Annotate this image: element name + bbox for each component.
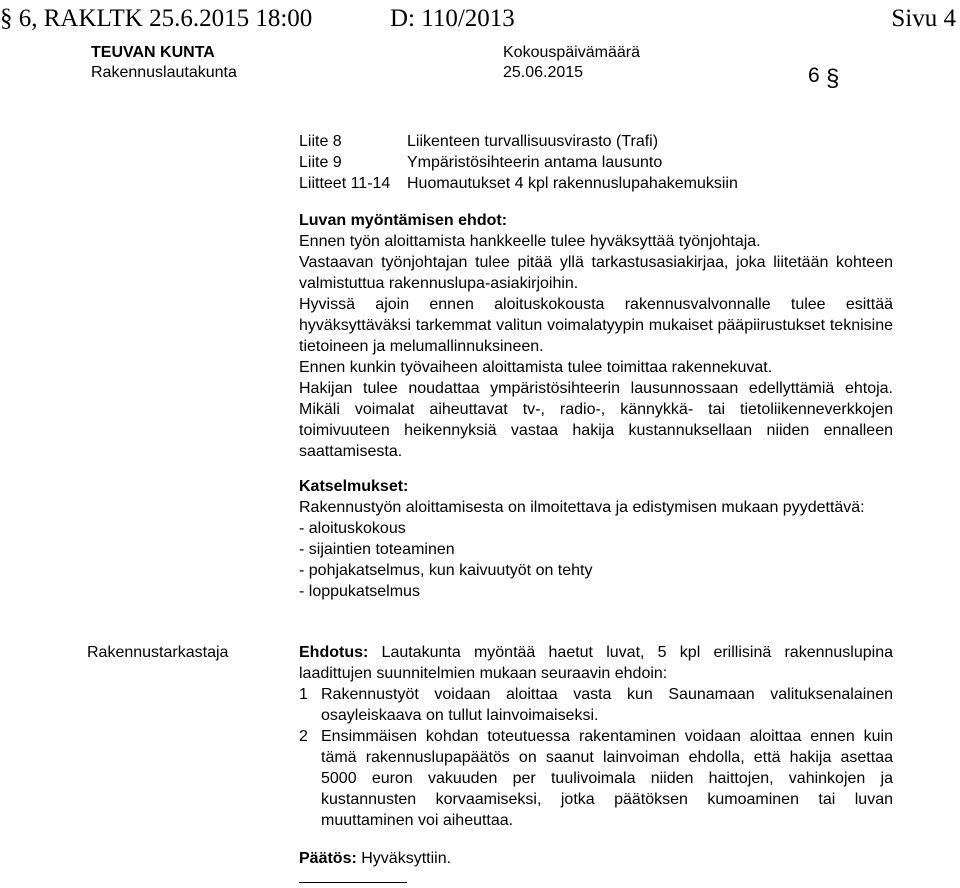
inspection-item: - aloituskokous <box>299 520 406 537</box>
proposal-item <box>299 684 893 726</box>
meeting-date-label: Kokouspäivämäärä <box>503 44 640 61</box>
decision-text: Hyväksyttiin. <box>356 850 452 867</box>
attachment-number: Liite 9 <box>299 154 342 171</box>
permit-conditions <box>299 210 893 462</box>
meeting-ref-text: 6, RAKLTK 25.6.2015 18:00 <box>18 5 313 32</box>
inspection-item: - loppukatselmus <box>299 583 420 600</box>
inspections-heading: Katselmukset: <box>299 478 409 495</box>
case-reference: D: 110/2013 <box>390 5 515 32</box>
condition-paragraph: Hakijan tulee noudattaa ympäristösihteerin lausunnossaan edellyttämiä ehtoja. Mikäli voimalat aiheuttavat tv-, radio-, kännykkä- tai tietoliikenneverkkojen toimivuuteen heikennyksiä vastaa hakija kustannuksellaan niiden ennalleen saattamisesta. <box>299 380 893 460</box>
condition-paragraph: Vastaavan työnjohtajan tulee pitää yllä tarkastusasiakirjaa, joka liitetään kohteen valmistuttua rakennuslupa-asiakirjoihin. <box>299 254 893 292</box>
signature-divider <box>299 882 407 883</box>
decision-line <box>299 848 893 869</box>
proposal-intro <box>299 642 893 684</box>
attachment-description: Ympäristösihteerin antama lausunto <box>407 154 663 171</box>
attachment-number: Liitteet 11-14 <box>299 175 391 192</box>
conditions-heading: Luvan myöntämisen ehdot: <box>299 212 508 229</box>
meeting-date: 25.06.2015 <box>503 64 584 81</box>
decision <box>299 848 893 869</box>
section-sign-icon: § <box>826 65 840 92</box>
proposal-item-text: Ensimmäisen kohdan toteutuessa rakentaminen voidaan aloittaa ennen kuin tämä rakennuslupapäätös on saanut lainvoiman ehdolla, että hakija asettaa 5000 euron vakuuden per tuulivoimala niiden haittojen, vahinkojen ja kustannusten korvaamiseksi, jotka päätöksen kumoaminen tai luvan muuttaminen voi aiheuttaa. <box>321 728 893 829</box>
page-indicator: Sivu 4 <box>891 5 956 32</box>
condition-paragraph: Hyvissä ajoin ennen aloituskokousta rakennusvalvonnalle tulee esittää hyväksyttäväksi tarkemmat valitun voimalatyypin mukaiset pääpiirustukset teknisine tietoineen ja melumallinnuksineen. <box>299 296 893 355</box>
section-sign: § <box>0 5 13 32</box>
inspection-item: - sijaintien toteaminen <box>299 541 455 558</box>
attachment-description: Liikenteen turvallisuusvirasto (Trafi) <box>407 133 659 150</box>
attachment-description: Huomautukset 4 kpl rakennuslupahakemuksiin <box>407 175 738 192</box>
board-name: Rakennuslautakunta <box>91 64 237 81</box>
proposal-item-number: 2 <box>299 728 308 745</box>
proposal <box>299 642 893 831</box>
presenter-label: Rakennustarkastaja <box>87 644 229 661</box>
section-number: 6 <box>808 64 820 87</box>
inspections <box>299 476 893 602</box>
proposal-item <box>299 726 893 831</box>
proposal-text: Lautakunta myöntää haetut luvat, 5 kpl erillisinä rakennuslupina laadittujen suunnitelmien mukaan seuraavin ehdoin: <box>299 644 893 682</box>
decision-label: Päätös: <box>299 850 357 867</box>
condition-paragraph: Ennen kunkin työvaiheen aloittamista tulee toimittaa rakennekuvat. <box>299 359 773 376</box>
inspections-intro: Rakennustyön aloittamisesta on ilmoitettava ja edistymisen mukaan pyydettävä: <box>299 499 865 516</box>
meeting-reference <box>0 4 312 34</box>
proposal-label: Ehdotus: <box>299 644 369 661</box>
organization-name: TEUVAN KUNTA <box>91 44 215 61</box>
condition-paragraph: Ennen työn aloittamista hankkeelle tulee hyväksyttää työnjohtaja. <box>299 233 761 250</box>
proposal-item-text: Rakennustyöt voidaan aloittaa vasta kun Saunamaan valituksenalainen osayleiskaava on tullut lainvoimaiseksi. <box>321 686 893 724</box>
inspection-item: - pohjakatselmus, kun kaivuutyöt on tehty <box>299 562 593 579</box>
attachment-number: Liite 8 <box>299 133 342 150</box>
proposal-item-number: 1 <box>299 686 308 703</box>
